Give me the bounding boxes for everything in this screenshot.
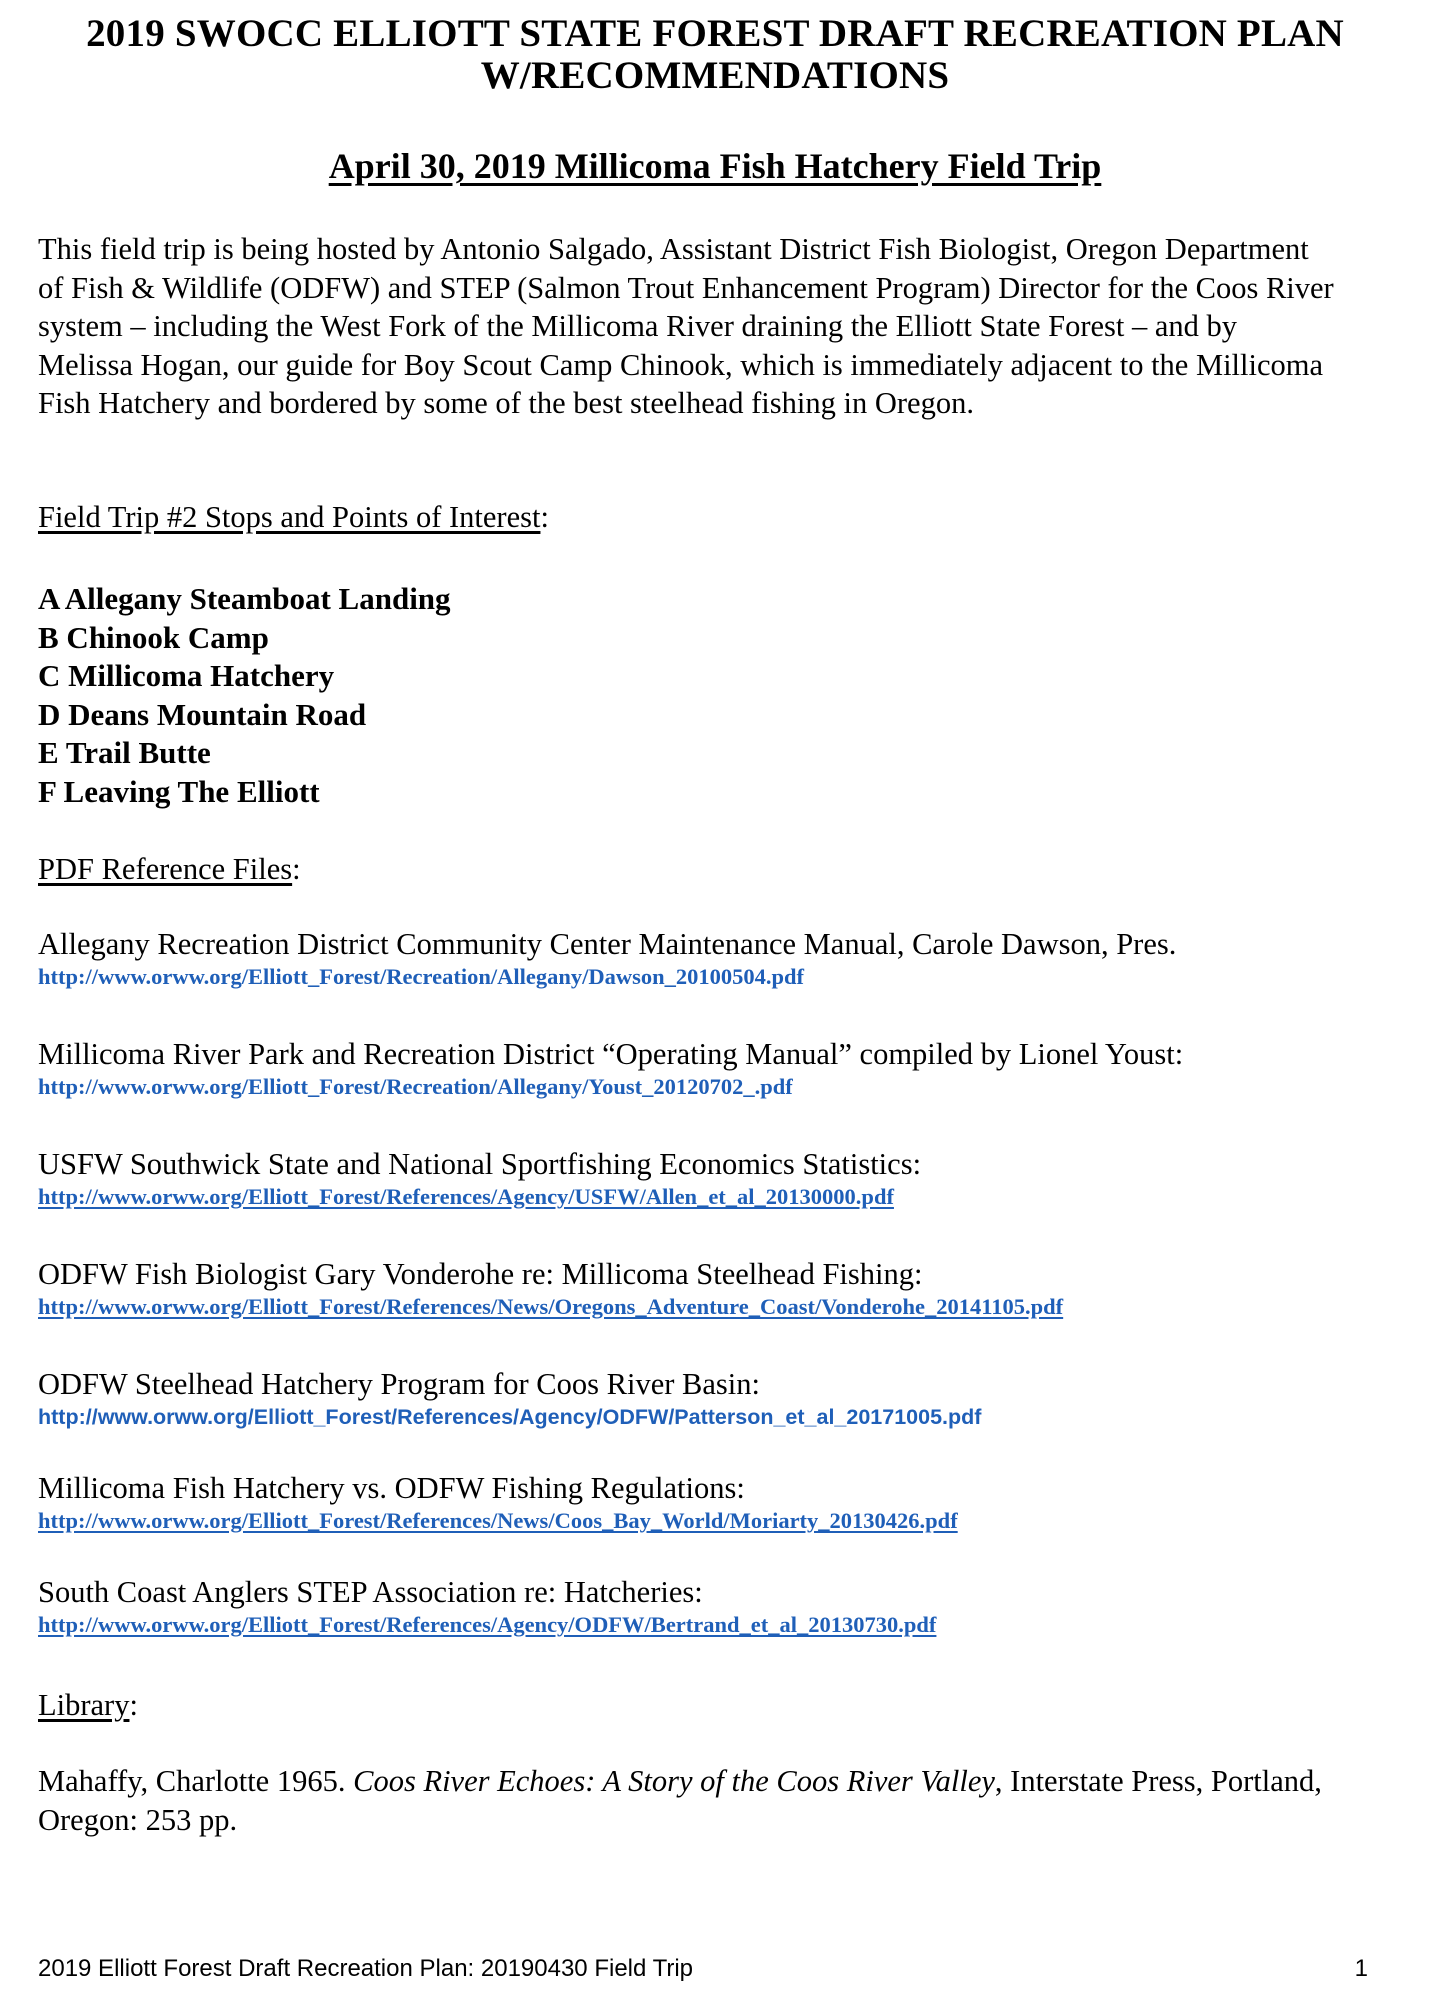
reference-description: ODFW Fish Biologist Gary Vonderohe re: Millicoma Steelhead Fishing: [38, 1257, 923, 1291]
reference-description: ODFW Steelhead Hatchery Program for Coos River Basin: [38, 1367, 760, 1401]
reference-description: Millicoma Fish Hatchery vs. ODFW Fishing Regulations: [38, 1471, 745, 1505]
reference-link[interactable]: http://www.orww.org/Elliott_Forest/References/News/Coos_Bay_World/Moriarty_20130426.pdf [38, 1508, 958, 1533]
reference-description: Millicoma River Park and Recreation District “Operating Manual” compiled by Lionel Youst: [38, 1037, 1184, 1071]
stop-f: F Leaving The Elliott [38, 773, 320, 809]
reference-link[interactable]: http://www.orww.org/Elliott_Forest/References/News/Oregons_Adventure_Coast/Vonderohe_20141105.pdf [38, 1294, 1064, 1319]
reference-link[interactable]: http://www.orww.org/Elliott_Forest/Recreation/Allegany/Dawson_20100504.pdf [38, 964, 805, 989]
library-book-title: Coos River Echoes: A Story of the Coos River Valley [353, 1764, 995, 1798]
document-title-line1: 2019 SWOCC ELLIOTT STATE FOREST DRAFT RECREATION PLAN [86, 12, 1344, 55]
document-title-line2: W/RECOMMENDATIONS [480, 54, 950, 97]
library-heading-text: Library [38, 1688, 130, 1722]
library-entry [38, 1762, 1378, 1839]
stop-c: C Millicoma Hatchery [38, 658, 335, 694]
stop-d: D Deans Mountain Road [38, 696, 367, 732]
stop-e: E Trail Butte [38, 735, 211, 771]
document-subtitle: April 30, 2019 Millicoma Fish Hatchery Field Trip [328, 146, 1102, 186]
stops-list [38, 580, 451, 812]
reference-item [38, 1366, 1398, 1432]
reference-item [38, 1146, 1398, 1212]
stops-heading: Field Trip #2 Stops and Points of Interest: [38, 500, 549, 534]
stops-heading-text: Field Trip #2 Stops and Points of Interest [38, 500, 541, 534]
reference-description: Allegany Recreation District Community Center Maintenance Manual, Carole Dawson, Pres. [38, 927, 1177, 961]
reference-link[interactable]: http://www.orww.org/Elliott_Forest/Recreation/Allegany/Youst_20120702_.pdf [38, 1074, 793, 1099]
reference-item [38, 1470, 1398, 1536]
references-heading-text: PDF Reference Files [38, 852, 293, 886]
reference-link[interactable]: http://www.orww.org/Elliott_Forest/References/Agency/ODFW/Patterson_et_al_20171005.pdf [38, 1405, 982, 1429]
stop-b: B Chinook Camp [38, 619, 269, 655]
page-footer [38, 1954, 1368, 1984]
library-publisher: , Interstate Press, Portland, Oregon: 253 pp. [38, 1764, 1322, 1837]
reference-link[interactable]: http://www.orww.org/Elliott_Forest/References/Agency/ODFW/Bertrand_et_al_20130730.pdf [38, 1612, 937, 1637]
library-heading: Library: [38, 1688, 138, 1722]
reference-description: USFW Southwick State and National Sportfishing Economics Statistics: [38, 1147, 922, 1181]
library-author: Mahaffy, Charlotte 1965. [38, 1764, 346, 1798]
reference-item [38, 1256, 1398, 1322]
reference-item [38, 926, 1398, 992]
footer-text: 2019 Elliott Forest Draft Recreation Plan: 20190430 Field Trip [38, 1955, 694, 1982]
reference-link[interactable]: http://www.orww.org/Elliott_Forest/References/Agency/USFW/Allen_et_al_20130000.pdf [38, 1184, 894, 1209]
reference-item [38, 1036, 1398, 1102]
page-number: 1 [1354, 1955, 1368, 1982]
intro-paragraph: This field trip is being hosted by Antonio Salgado, Assistant District Fish Biologist, Oregon Department of Fish & Wildlife (ODFW) and STEP (Salmon Trout Enhancement Program) Director for the Coos River system – including the West Fork of the Millicoma River draining the Elliott State Forest – and by Melissa Hogan, our guide for Boy Scout Camp Chinook, which is immediately adjacent to the Millicoma Fish Hatchery and bordered by some of the best steelhead fishing in Oregon. [38, 232, 1334, 421]
references-heading: PDF Reference Files: [38, 852, 301, 886]
stop-a: A Allegany Steamboat Landing [38, 581, 451, 616]
reference-item [38, 1574, 1398, 1640]
reference-description: South Coast Anglers STEP Association re: Hatcheries: [38, 1575, 703, 1609]
